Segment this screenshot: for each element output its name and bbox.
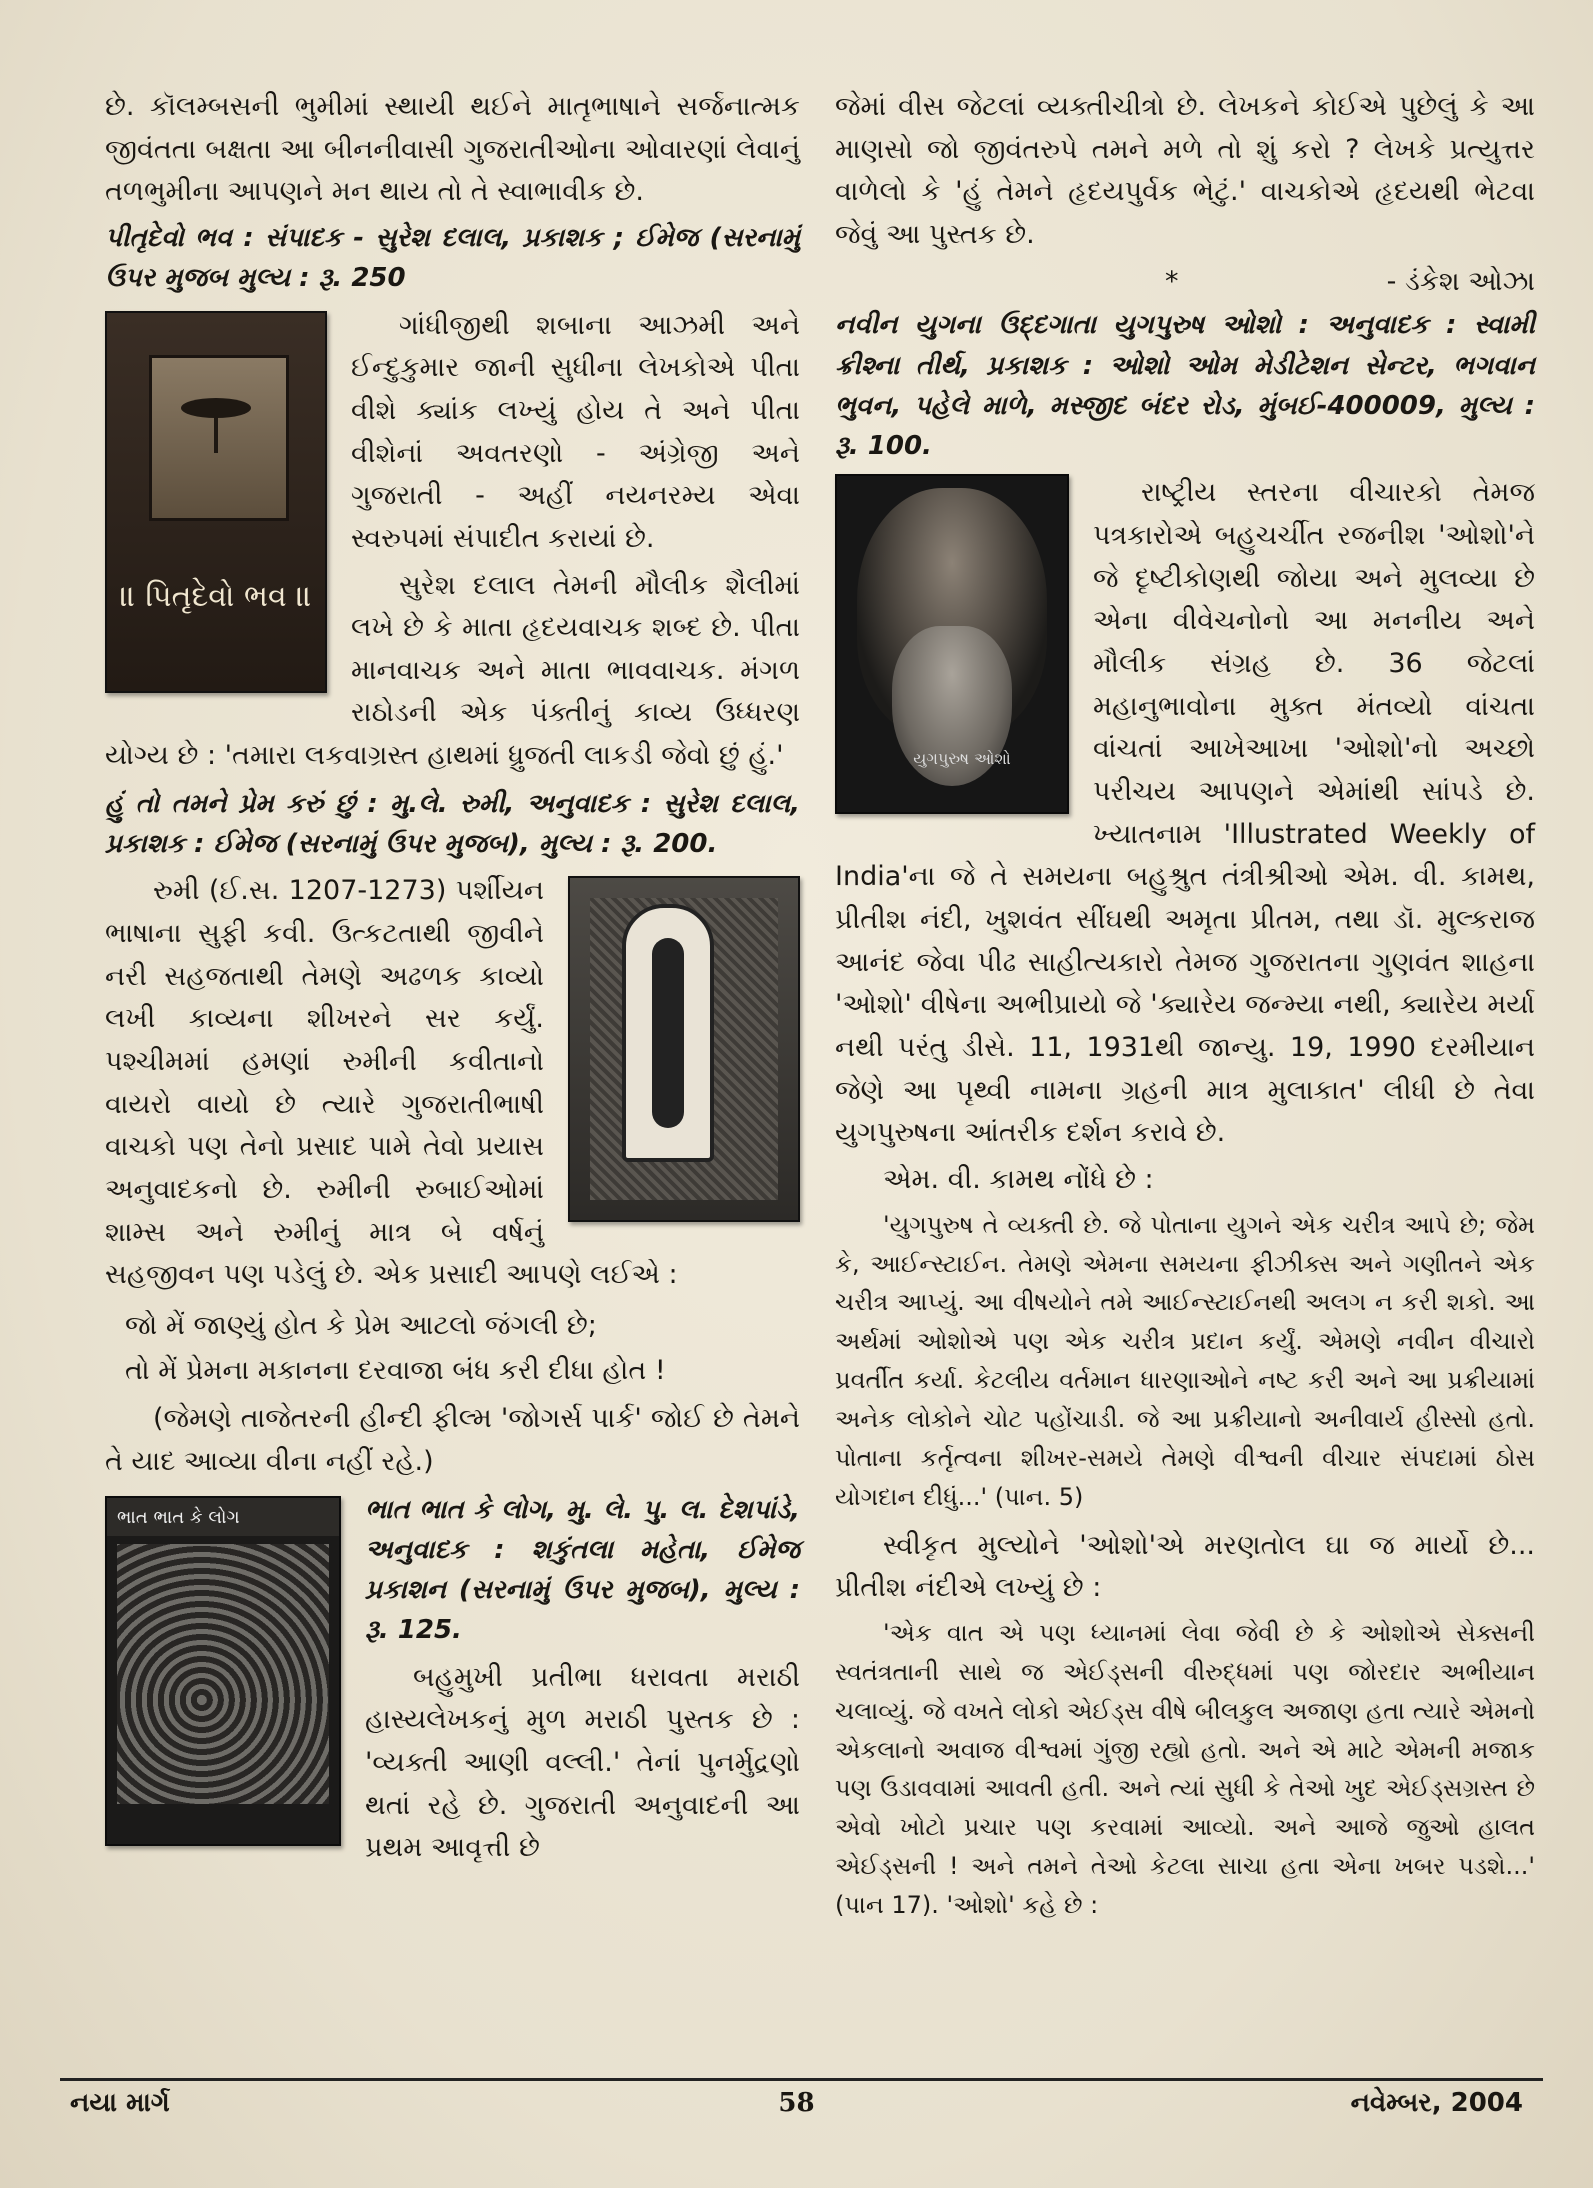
book4-description: રાષ્ટ્રીય સ્તરના વીચારકો તેમજ પત્રકારોએ બહુચર્ચીત રજનીશ 'ઓશો'ને જે દૃષ્ટીકોણથી જોયા અને મુલવ્યા છે એના વીવેચનોનો આ મનનીય અને મૌલીક સંગ્રહ છે. 36 જેટલાં મહાનુભાવોના મુક્ત મંતવ્યો વાંચતા વાંચતાં આખેઆખા 'ઓશો'નો અચ્છો પરીચય આપણને એમાંથી સાંપડે છે. ખ્યાતનામ 'Illustrated Weekly of India'ના જે તે સમયના બહુશ્રુત તંત્રીશ્રીઓ એમ. વી. કામથ, પ્રીતીશ નંદી, ખુશવંત સીંઘથી અમૃતા પ્રીતમ, તથા ડૉ. મુલ્કરાજ આનંદ જેવા પીઢ સાહીત્યકારો તેમજ ગુજરાતના ગુણવંત શાહના 'ઓશો' વીષેના અભીપ્રાયો જે 'ક્યારેય જન્મ્યા નથી, ક્યારેય મર્યા નથી પરંતુ ડીસે. 11, 1931થી જાન્યુ. 19, 1990 દરમીયાન જેણે આ પૃથ્વી નામના ગ્રહની માત્ર મુલાકાત' લીધી છે તેવા યુગપુરુષના આંતરીક દર્શન કરાવે છે. — [835, 477, 1535, 1149]
book3-cover-image — [105, 1496, 341, 1846]
arch-illustration — [622, 904, 714, 1162]
book1-cover-title: ॥ પિતૃદેવો ભવ ॥ — [119, 578, 313, 614]
book3-cover-title: ભાત ભાત કે લોગ — [117, 1506, 240, 1528]
book4-cover-title: યુગપુરુષ ઓશો — [913, 749, 1011, 769]
continued-paragraph: જેમાં વીસ જેટલાં વ્યક્તીચીત્રો છે. લેખકને કોઈએ પુછેલું કે આ માણસો જો જીવંતરુપે તમને મળે તો શું કરો ? લેખકે પ્રત્યુત્તર વાળેલો કે 'હું તેમને હૃદયપુર્વક ભેટું.' વાચકોએ હૃદયથી ભેટવા જેવું આ પુસ્તક છે. — [835, 91, 1535, 250]
book1-heading: પીતૃદેવો ભવ : સંપાદક - સુરેશ દલાલ, પ્રકાશક ; ઈમેજ (સરનામું ઉપર મુજબ મુલ્ય : રૂ. 250 — [105, 222, 800, 294]
book3-heading: ભાત ભાત કે લોગ, મુ. લે. પુ. લ. દેશપાંડે, અનુવાદક : શકુંતલા મહેતા, ઈમેજ પ્રકાશન (સરનામું ઉપર મુજબ), મુલ્ય : રૂ. 125. — [365, 1494, 800, 1646]
pritish-intro: સ્વીકૃત મુલ્યોને 'ઓશો'એ મરણતોલ ઘા જ માર્યો છે... પ્રીતીશ નંદીએ લખ્યું છે : — [835, 1529, 1535, 1604]
kamath-quote: 'યુગપુરુષ તે વ્યક્તી છે. જે પોતાના યુગને એક ચરીત્ર આપે છે; જેમ કે, આઈન્સ્ટાઈન. તેમણે એમના સમયના ફીઝીક્સ અને ગણીતને એક ચરીત્ર આપ્યું. આ વીષયોને તમે આઈન્સ્ટાઈનથી અલગ ન કરી શકો. આ અર્થમાં ઓશોએ પણ એક ચરીત્ર પ્રદાન કર્યું. એમણે નવીન વીચારો પ્રવર્તીત કર્યા. કેટલીય વર્તમાન ધારણાઓને નષ્ટ કરી અને આ પ્રક્રીયામાં અનેક લોકોને ચોટ પહોંચાડી. જે આ પ્રક્રીયાનો અનીવાર્ય હીસ્સો હતો. પોતાના કર્તૃત્વના શીખર-સમયે તેમણે વીશ્વની વીચાર સંપદામાં ઠોસ યોગદાન દીધું...' (પાન. 5) — [835, 1210, 1535, 1511]
book1-description-2: સુરેશ દલાલ તેમની મૌલીક શૈલીમાં લખે છે કે માતા હૃદયવાચક શબ્દ છે. પીતા માનવાચક અને માતા ભાવવાચક. મંગળ રાઠોડની એક પંક્તીનું કાવ્ય ઉધ્ધરણ યોગ્ય છે : 'તમારા લકવાગ્રસ્ત હાથમાં ધ્રુજતી લાકડી જેવો છું હું.' — [105, 569, 800, 772]
page-number: 58 — [778, 2088, 815, 2118]
right-column — [835, 86, 1535, 1933]
book2-description: રુમી (ઈ.સ. 1207-1273) પર્શીયન ભાષાના સુફી કવી. ઉત્કટતાથી જીવીને નરી સહજતાથી તેમણે અઢળક કાવ્યો લખી કાવ્યના શીખરને સર કર્યું. પશ્ચીમમાં હમણાં રુમીની કવીતાનો વાયરો વાયો છે ત્યારે ગુજરાતીભાષી વાચકો પણ તેનો પ્રસાદ પામે તેવો પ્રયાસ અનુવાદકનો છે. રુમીની રુબાઈઓમાં શામ્સ અને રુમીનું માત્ર બે વર્ષનું સહજીવન પણ પડેલું છે. એક પ્રસાદી આપણે લઈએ : — [105, 875, 678, 1291]
book2-cover-image — [568, 876, 800, 1222]
pritish-quote: 'એક વાત એ પણ ધ્યાનમાં લેવા જેવી છે કે ઓશોએ સેક્સની સ્વતંત્રતાની સાથે જ એઈડ્સની વીરુદ્ધમાં પણ જોરદાર અભીયાન ચલાવ્યું. જે વખતે લોકો એઈડ્સ વીષે બીલકુલ અજાણ હતા ત્યારે એમનો એકલાનો અવાજ વીશ્વમાં ગુંજી રહ્યો હતો. અને એ માટે એમની મજાક પણ ઉડાવવામાં આવતી હતી. અને ત્યાં સુધી કે તેઓ ખુદ એઈડ્સગ્રસ્ત છે એવો ખોટો પ્રચાર પણ કરવામાં આવ્યો. અને આજે જુઓ હાલત એઈડ્સની ! અને તમને તેઓ કેટલા સાચા હતા એના ખબર પડશે...' (પાન 17). 'ઓશો' કહે છે : — [835, 1618, 1535, 1920]
magazine-name: નયા માર્ગ — [70, 2088, 170, 2118]
poem-line: તો મેં પ્રેમના મકાનના દરવાજા બંધ કરી દીધા હોત ! — [125, 1354, 666, 1386]
reviewer-name: - ડંકેશ ઓઝા — [1386, 265, 1535, 297]
book3-description: બહુમુખી પ્રતીભા ધરાવતા મરાઠી હાસ્યલેખકનું મુળ મરાઠી પુસ્તક છે : 'વ્યક્તી આણી વલ્લી.' તેનાં પુનર્મુદ્રણો થતાં રહે છે. ગુજરાતી અનુવાદની આ પ્રથમ આવૃત્તી છે — [365, 1661, 800, 1864]
book4-cover-image — [835, 474, 1069, 814]
intro-paragraph: છે. કૉલમ્બસની ભુમીમાં સ્થાયી થઈને માતૃભાષાને સર્જનાત્મક જીવંતતા બક્ષતા આ બીનનીવાસી ગુજરાતીઓના ઓવારણાં લેવાનું તળભુમીના આપણને મન થાય તો તે સ્વાભાવીક છે. — [105, 91, 800, 208]
issue-date: નવેમ્બર, 2004 — [1350, 2088, 1523, 2118]
book1-cover-image — [105, 311, 327, 693]
separator-star: * — [1165, 265, 1179, 297]
poem-quote — [125, 1305, 800, 1392]
book1-description: ગાંધીજીથી શબાના આઝમી અને ઈન્દુકુમાર જાની સુધીના લેખકોએ પીતા વીશે ક્યાંક લખ્યું હોય તે અને પીતા વીશેનાં અવતરણો - અંગ્રેજી અને ગુજરાતી - અહીં નયનરમ્ય એવા સ્વરુપમાં સંપાદીત કરાયાં છે. — [351, 309, 800, 554]
cover-illustration — [117, 1544, 329, 1804]
footer-divider — [60, 2078, 1543, 2081]
book2-note: (જેમણે તાજેતરની હીન્દી ફીલ્મ 'જોગર્સ પાર્ક' જોઈ છે તેમને તે યાદ આવ્યા વીના નહીં રહે.) — [105, 1403, 800, 1477]
review-signature — [835, 261, 1535, 304]
book4-heading: નવીન યુગના ઉદ્દગાતા યુગપુરુષ ઓશો : અનુવાદક : સ્વામી ક્રીશ્ના તીર્થ, પ્રકાશક : ઓશો ઓમ મેડીટેશન સેન્ટર, ભગવાન ભુવન, પહેલે માળે, મસ્જીદ બંદર રોડ, મુંબઈ-400009, મુલ્ય : રૂ. 100. — [835, 310, 1535, 462]
book2-heading: હું તો તમને પ્રેમ કરું છું : મુ.લે. રુમી, અનુવાદક : સુરેશ દલાલ, પ્રકાશક : ઈમેજ (સરનામું ઉપર મુજબ), મુલ્ય : રૂ. 200. — [105, 788, 800, 860]
left-column — [105, 86, 800, 1874]
kamath-intro: એમ. વી. કામથ નોંધે છે : — [883, 1163, 1154, 1195]
cover-window — [149, 355, 289, 521]
poem-line: જો મેં જાણ્યું હોત કે પ્રેમ આટલો જંગલી છે; — [125, 1309, 597, 1341]
